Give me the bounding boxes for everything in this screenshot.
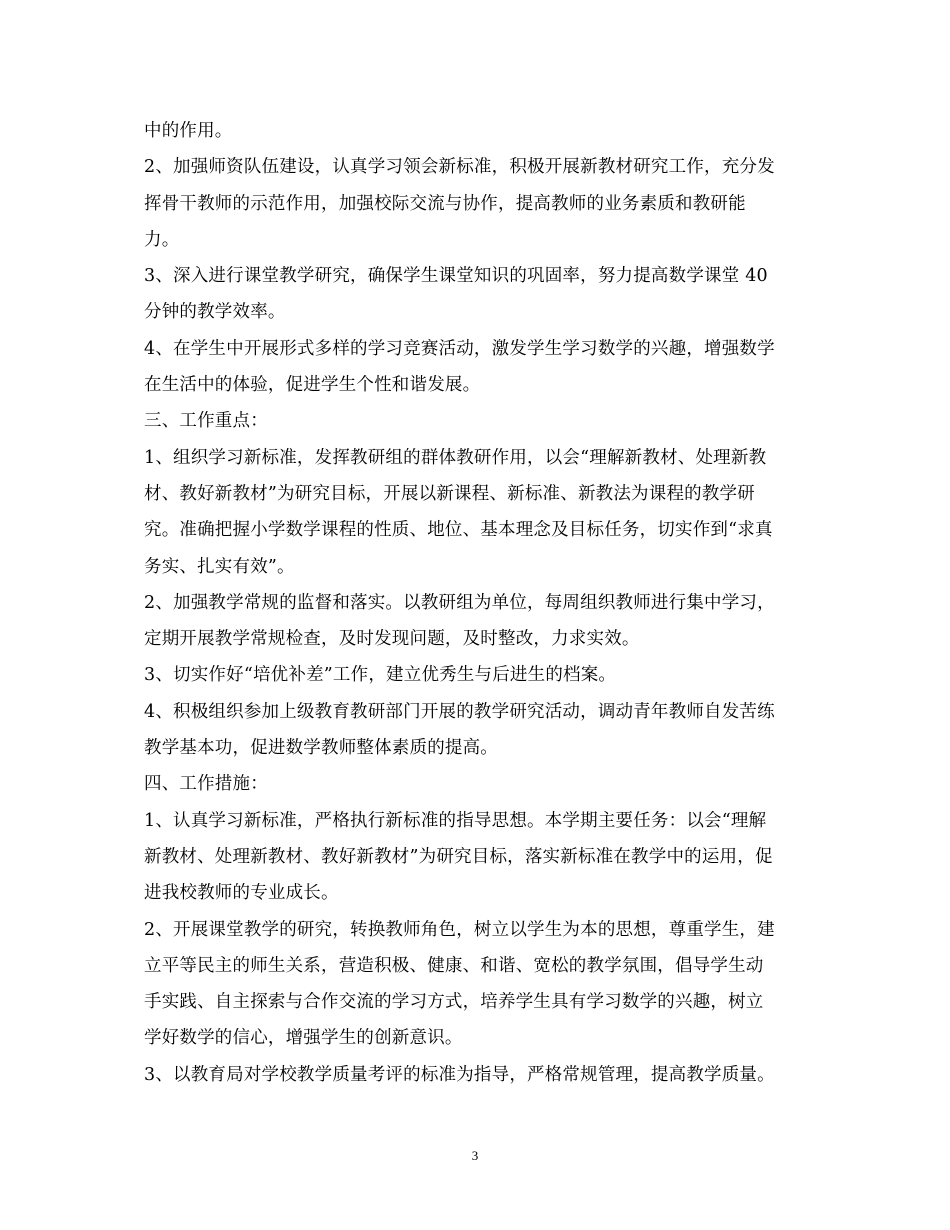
text-line: 分钟的教学效率。 [144, 302, 286, 323]
text-line: 教学基本功，促进数学教师整体素质的提高。 [144, 738, 498, 759]
text-line: 4、积极组织参加上级教育教研部门开展的教学研究活动，调动青年教师自发苦练 [144, 701, 775, 722]
text-line: 1、认真学习新标准，严格执行新标准的指导思想。本学期主要任务：以会“理解 [144, 810, 767, 831]
text-line: 3、切实作好“培优补差”工作，建立优秀生与后进生的档案。 [144, 665, 617, 686]
text-line: 立平等民主的师生关系，营造积极、健康、和谐、宽松的教学氛围，倡导学生动 [144, 955, 764, 976]
text-line: 1、组织学习新标准，发挥教研组的群体教研作用，以会“理解新教材、处理新教 [144, 447, 767, 468]
text-line: 务实、扎实有效”。 [144, 556, 295, 577]
text-line: 4、在学生中开展形式多样的学习竞赛活动，激发学生学习数学的兴趣，增强数学 [144, 338, 775, 359]
text-line: 新教材、处理新教材、教好新教材”为研究目标，落实新标准在教学中的运用，促 [144, 846, 773, 867]
text-line: 手实践、自主探索与合作交流的学习方式，培养学生具有学习数学的兴趣，树立 [144, 992, 764, 1013]
text-line: 挥骨干教师的示范作用，加强校际交流与协作，提高教师的业务素质和教研能 [144, 193, 746, 214]
text-line: 2、加强教学常规的监督和落实。以教研组为单位，每周组织教师进行集中学习， [144, 592, 775, 613]
text-line: 在生活中的体验，促进学生个性和谐发展。 [144, 375, 481, 396]
text-line: 进我校教师的专业成长。 [144, 883, 339, 904]
text-line: 力。 [144, 229, 180, 250]
text-line: 3、以教育局对学校教学质量考评的标准为指导，严格常规管理，提高教学质量。 [144, 1064, 775, 1085]
text-line: 中的作用。 [144, 121, 233, 141]
text-line: 究。准确把握小学数学课程的性质、地位、基本理念及目标任务，切实作到“求真 [144, 520, 773, 541]
text-line: 2、开展课堂教学的研究，转换教师角色，树立以学生为本的思想，尊重学生，建 [144, 919, 775, 940]
text-line: 定期开展教学常规检查，及时发现问题，及时整改，力求实效。 [144, 629, 640, 650]
section-heading: 四、工作措施： [144, 774, 268, 795]
section-heading: 三、工作重点： [144, 411, 268, 432]
text-line: 材、教好新教材”为研究目标，开展以新课程、新标准、新教法为课程的教学研 [144, 483, 755, 504]
page-number: 3 [471, 1148, 479, 1163]
text-line: 2、加强师资队伍建设，认真学习领会新标准，积极开展新教材研究工作，充分发 [144, 157, 775, 178]
text-line: 3、深入进行课堂教学研究，确保学生课堂知识的巩固率，努力提高数学课堂 40 [144, 266, 768, 287]
document-body [144, 113, 809, 1093]
text-line: 学好数学的信心，增强学生的创新意识。 [144, 1028, 463, 1049]
